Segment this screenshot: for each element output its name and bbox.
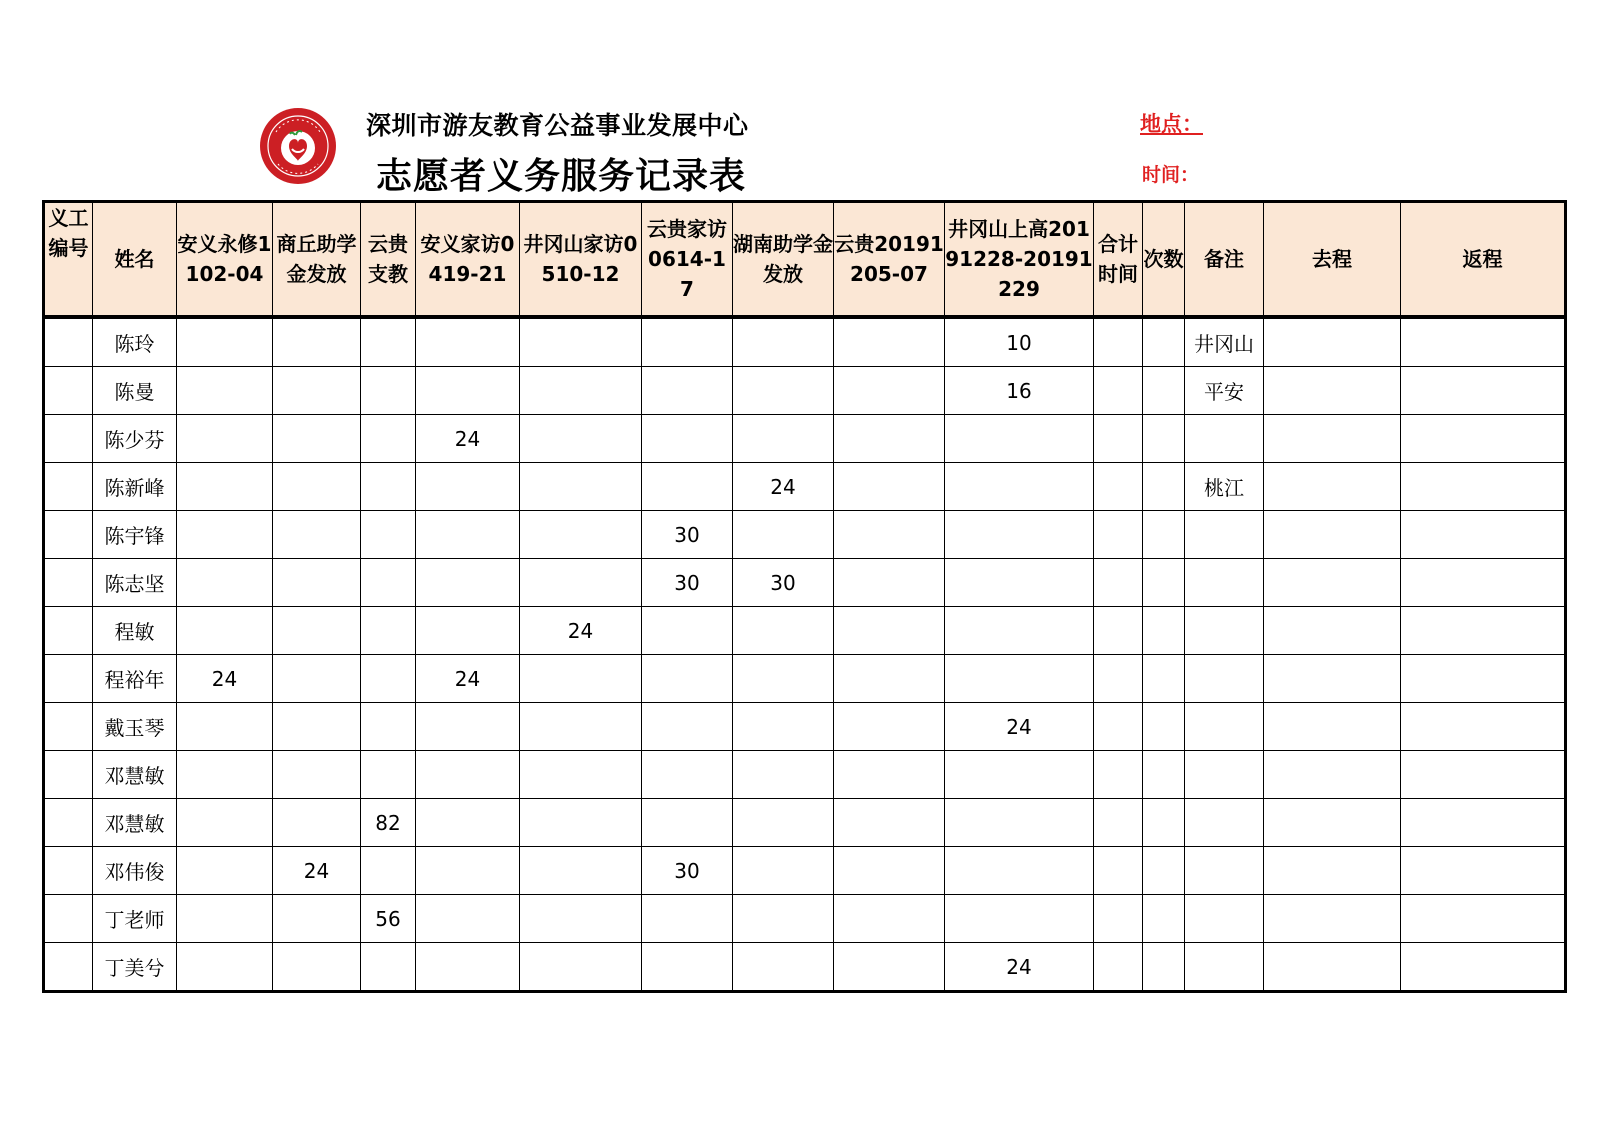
table-cell (1264, 799, 1401, 847)
table-cell (834, 367, 945, 415)
table-cell (520, 415, 642, 463)
table-cell (733, 415, 834, 463)
table-cell (1094, 415, 1143, 463)
table-cell (273, 559, 361, 607)
table-cell (1185, 751, 1264, 799)
table-cell: 邓慧敏 (93, 751, 177, 799)
table-cell: 24 (177, 655, 273, 703)
column-header: 云贵支教 (361, 202, 416, 318)
table-cell (177, 895, 273, 943)
column-header: 云贵家访0614-17 (642, 202, 733, 318)
table-cell (1185, 607, 1264, 655)
table-cell (416, 751, 520, 799)
table-cell (361, 847, 416, 895)
table-cell (1401, 607, 1566, 655)
table-cell (1143, 943, 1185, 992)
table-cell (1094, 607, 1143, 655)
table-cell (1094, 655, 1143, 703)
table-cell: 陈玲 (93, 317, 177, 367)
table-cell (520, 511, 642, 559)
volunteer-record-table (42, 200, 1567, 993)
table-cell (1094, 751, 1143, 799)
table-cell (520, 847, 642, 895)
table-cell (733, 703, 834, 751)
table-cell (1185, 703, 1264, 751)
table-cell (733, 511, 834, 559)
table-cell: 30 (733, 559, 834, 607)
table-cell (733, 799, 834, 847)
table-row (44, 415, 1566, 463)
table-cell (1401, 655, 1566, 703)
table-cell (1143, 559, 1185, 607)
table-cell (416, 511, 520, 559)
organization-name: 深圳市游友教育公益事业发展中心 (366, 111, 749, 140)
form-title: 志愿者义务服务记录表 (376, 156, 747, 197)
table-cell (1143, 511, 1185, 559)
table-row (44, 463, 1566, 511)
table-cell (834, 799, 945, 847)
place-label: 地点： (1140, 112, 1203, 136)
table-cell (361, 703, 416, 751)
table-cell: 56 (361, 895, 416, 943)
table-cell (834, 559, 945, 607)
table-cell (733, 751, 834, 799)
table-cell (273, 703, 361, 751)
table-cell (361, 463, 416, 511)
table-cell (1264, 895, 1401, 943)
table-cell (945, 751, 1094, 799)
table-cell (945, 463, 1094, 511)
table-cell (177, 751, 273, 799)
table-cell (1143, 751, 1185, 799)
table-cell (1094, 511, 1143, 559)
table-cell (1264, 415, 1401, 463)
table-cell (733, 847, 834, 895)
table-cell (733, 607, 834, 655)
table-cell (1264, 703, 1401, 751)
table-cell (1143, 463, 1185, 511)
table-cell: 戴玉琴 (93, 703, 177, 751)
table-cell (642, 943, 733, 992)
table-row (44, 559, 1566, 607)
table-cell (1094, 703, 1143, 751)
table-row (44, 607, 1566, 655)
table-row (44, 895, 1566, 943)
table-row (44, 751, 1566, 799)
table-cell (1143, 799, 1185, 847)
table-cell (1401, 703, 1566, 751)
table-cell (1264, 751, 1401, 799)
table-row (44, 655, 1566, 703)
table-cell (273, 415, 361, 463)
table-cell (416, 463, 520, 511)
column-header: 备注 (1185, 202, 1264, 318)
table-cell (642, 703, 733, 751)
table-cell (1264, 655, 1401, 703)
table-cell (642, 895, 733, 943)
table-cell: 30 (642, 511, 733, 559)
table-cell (1401, 415, 1566, 463)
table-cell: 24 (273, 847, 361, 895)
table-cell (1094, 799, 1143, 847)
table-cell (361, 559, 416, 607)
table-cell (177, 511, 273, 559)
table-cell (834, 751, 945, 799)
table-cell: 24 (945, 703, 1094, 751)
table-cell (1094, 559, 1143, 607)
table-cell (834, 317, 945, 367)
time-label: 时间： (1142, 164, 1200, 186)
table-cell (520, 317, 642, 367)
table-cell (44, 751, 93, 799)
table-cell (520, 559, 642, 607)
table-cell (177, 943, 273, 992)
table-body (44, 317, 1566, 992)
table-cell: 30 (642, 847, 733, 895)
table-cell (44, 895, 93, 943)
table-cell: 陈少芬 (93, 415, 177, 463)
table-cell (44, 799, 93, 847)
table-cell (834, 607, 945, 655)
table-cell (1185, 895, 1264, 943)
table-cell (520, 367, 642, 415)
table-cell (642, 751, 733, 799)
table-cell (520, 799, 642, 847)
table-header-row (44, 202, 1566, 318)
table-cell (945, 415, 1094, 463)
table-row (44, 799, 1566, 847)
table-cell (1264, 559, 1401, 607)
table-cell (945, 847, 1094, 895)
table-cell (520, 895, 642, 943)
table-cell (1185, 847, 1264, 895)
table-cell (733, 943, 834, 992)
table-cell (834, 895, 945, 943)
table-cell (520, 943, 642, 992)
table-cell: 陈宇锋 (93, 511, 177, 559)
table-cell (44, 367, 93, 415)
table-cell (177, 703, 273, 751)
table-cell (834, 943, 945, 992)
table-cell (1401, 511, 1566, 559)
table-row (44, 511, 1566, 559)
table-cell (1143, 703, 1185, 751)
table-cell (361, 317, 416, 367)
table-cell (416, 943, 520, 992)
table-cell (1143, 607, 1185, 655)
table-cell (177, 559, 273, 607)
table-cell (1094, 943, 1143, 992)
table-cell (177, 847, 273, 895)
column-header: 返程 (1401, 202, 1566, 318)
table-cell (44, 415, 93, 463)
table-cell (945, 607, 1094, 655)
table-cell (177, 463, 273, 511)
table-cell (1094, 895, 1143, 943)
table-cell: 桃江 (1185, 463, 1264, 511)
table-cell (1264, 607, 1401, 655)
table-cell (177, 367, 273, 415)
table-cell: 邓慧敏 (93, 799, 177, 847)
column-header: 义工编号 (44, 202, 93, 318)
table-cell (273, 367, 361, 415)
table-cell (642, 415, 733, 463)
table-cell (44, 943, 93, 992)
column-header: 安义永修1102-04 (177, 202, 273, 318)
table-cell (1185, 799, 1264, 847)
column-header: 姓名 (93, 202, 177, 318)
table-cell (945, 559, 1094, 607)
table-cell (44, 463, 93, 511)
table-cell (44, 703, 93, 751)
table-cell (1185, 415, 1264, 463)
table-cell: 丁老师 (93, 895, 177, 943)
table-cell (1264, 317, 1401, 367)
table-cell (834, 511, 945, 559)
table-cell (733, 367, 834, 415)
table-cell: 丁美兮 (93, 943, 177, 992)
table-cell (1094, 367, 1143, 415)
table-cell (1401, 799, 1566, 847)
table-cell (520, 655, 642, 703)
table-cell (1143, 317, 1185, 367)
table-cell: 24 (945, 943, 1094, 992)
table-cell: 邓伟俊 (93, 847, 177, 895)
table-cell (1264, 463, 1401, 511)
table-row (44, 367, 1566, 415)
column-header: 合计时间 (1094, 202, 1143, 318)
table-cell (520, 463, 642, 511)
table-cell (1401, 895, 1566, 943)
table-cell (1185, 559, 1264, 607)
table-cell: 24 (416, 415, 520, 463)
table-cell (273, 607, 361, 655)
table-cell (1264, 367, 1401, 415)
table-cell (416, 367, 520, 415)
table-cell (834, 655, 945, 703)
table-cell (273, 943, 361, 992)
table-cell: 陈新峰 (93, 463, 177, 511)
table-cell (416, 607, 520, 655)
table-cell (44, 559, 93, 607)
table-cell: 24 (733, 463, 834, 511)
table-cell (416, 703, 520, 751)
table-cell (44, 847, 93, 895)
table-cell: 82 (361, 799, 416, 847)
table-cell (361, 751, 416, 799)
table-row (44, 943, 1566, 992)
table-cell (1185, 655, 1264, 703)
table-cell (273, 511, 361, 559)
table-cell (1401, 367, 1566, 415)
table-cell (1401, 943, 1566, 992)
table-cell (177, 607, 273, 655)
table-cell (1185, 511, 1264, 559)
table-cell (945, 799, 1094, 847)
column-header: 商丘助学金发放 (273, 202, 361, 318)
table-cell (1264, 943, 1401, 992)
table-cell: 陈曼 (93, 367, 177, 415)
table-cell (945, 511, 1094, 559)
table-cell (834, 463, 945, 511)
organization-logo (258, 104, 338, 188)
table-cell (642, 463, 733, 511)
table-cell (1143, 415, 1185, 463)
table-cell (44, 511, 93, 559)
table-cell: 程敏 (93, 607, 177, 655)
table-cell (361, 943, 416, 992)
table-cell (1094, 317, 1143, 367)
column-header: 湖南助学金发放 (733, 202, 834, 318)
column-header: 井冈山上高20191228-20191229 (945, 202, 1094, 318)
table-cell (44, 317, 93, 367)
table-cell (273, 751, 361, 799)
table-cell (1264, 511, 1401, 559)
table-cell (44, 655, 93, 703)
table-cell (834, 415, 945, 463)
column-header: 去程 (1264, 202, 1401, 318)
table-cell: 陈志坚 (93, 559, 177, 607)
table-cell (1401, 317, 1566, 367)
table-cell (273, 895, 361, 943)
table-cell (1094, 847, 1143, 895)
table-cell (1094, 463, 1143, 511)
table-cell (945, 655, 1094, 703)
table-cell: 24 (520, 607, 642, 655)
table-cell (273, 317, 361, 367)
table-cell (642, 655, 733, 703)
table-cell (945, 895, 1094, 943)
column-header: 安义家访0419-21 (416, 202, 520, 318)
table-row (44, 847, 1566, 895)
table-row (44, 317, 1566, 367)
table-cell (361, 655, 416, 703)
table-cell (733, 317, 834, 367)
table-cell (1401, 847, 1566, 895)
table-cell (1143, 847, 1185, 895)
table-cell (642, 607, 733, 655)
table-cell (642, 317, 733, 367)
table-cell (834, 703, 945, 751)
table-cell (1143, 655, 1185, 703)
table-row (44, 703, 1566, 751)
table-cell (416, 559, 520, 607)
table-cell (273, 799, 361, 847)
table-cell: 24 (416, 655, 520, 703)
table-cell (1143, 367, 1185, 415)
table-cell (177, 415, 273, 463)
table-cell (177, 799, 273, 847)
table-cell (1143, 895, 1185, 943)
table-cell (1401, 559, 1566, 607)
table-cell (642, 799, 733, 847)
table-cell (520, 703, 642, 751)
table-cell: 30 (642, 559, 733, 607)
table-cell (361, 607, 416, 655)
table-cell (416, 847, 520, 895)
table-cell (1401, 751, 1566, 799)
column-header: 次数 (1143, 202, 1185, 318)
table-cell: 10 (945, 317, 1094, 367)
table-cell (1264, 847, 1401, 895)
table-cell (733, 655, 834, 703)
table-cell (273, 655, 361, 703)
column-header: 井冈山家访0510-12 (520, 202, 642, 318)
table-cell (361, 415, 416, 463)
table-cell (361, 367, 416, 415)
table-cell: 平安 (1185, 367, 1264, 415)
table-cell (520, 751, 642, 799)
table-cell (416, 799, 520, 847)
table-cell (642, 367, 733, 415)
table-cell (416, 317, 520, 367)
table-cell (416, 895, 520, 943)
table-cell (834, 847, 945, 895)
table-cell (361, 511, 416, 559)
table-cell: 程裕年 (93, 655, 177, 703)
table-cell (1185, 943, 1264, 992)
table-cell: 16 (945, 367, 1094, 415)
table-cell: 井冈山 (1185, 317, 1264, 367)
table-cell (733, 895, 834, 943)
table-cell (273, 463, 361, 511)
table-cell (44, 607, 93, 655)
table-cell (1401, 463, 1566, 511)
table-cell (177, 317, 273, 367)
column-header: 云贵20191205-07 (834, 202, 945, 318)
